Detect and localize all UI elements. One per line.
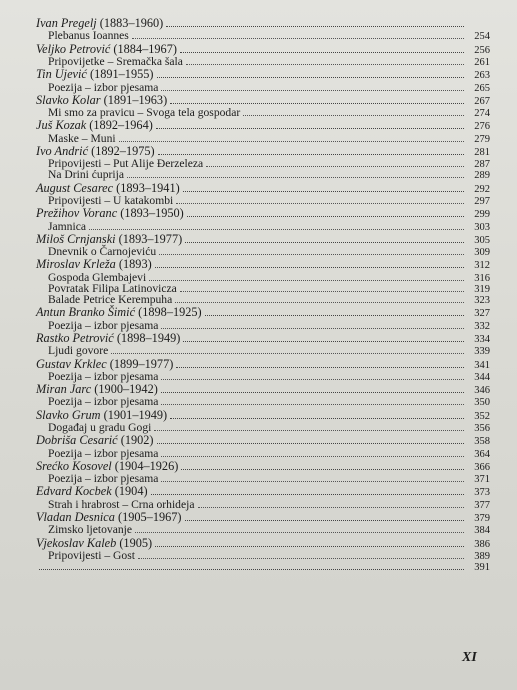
author-entry xyxy=(0,305,517,319)
author-years: (1892–1975) xyxy=(91,143,155,158)
work-entry xyxy=(0,30,517,41)
work-entry xyxy=(0,294,517,305)
author-years: (1891–1955) xyxy=(89,67,154,82)
author-label xyxy=(36,382,158,396)
author-name: August Cesarec xyxy=(36,180,114,195)
author-name: Miroslav Krleža xyxy=(36,257,116,272)
author-name: Prežihov Voranc xyxy=(36,206,118,221)
author-label xyxy=(36,510,182,524)
dot-leader xyxy=(161,456,464,457)
author-years: (1893–1977) xyxy=(118,231,183,246)
page-ref: 332 xyxy=(474,320,490,332)
work-title: Poezija – izbor pjesama xyxy=(48,472,159,486)
work-title: Ljudi govore xyxy=(48,344,109,358)
author-label xyxy=(36,257,152,271)
author-years: (1893–1941) xyxy=(116,180,180,195)
dot-leader xyxy=(161,481,464,482)
page-ref: 261 xyxy=(474,56,490,68)
author-years: (1899–1977) xyxy=(109,356,174,371)
author-name: Miloš Crnjanski xyxy=(36,231,116,246)
dot-leader xyxy=(180,291,464,292)
page-ref: 267 xyxy=(474,95,490,107)
dot-leader xyxy=(183,191,464,192)
page-ref: 274 xyxy=(474,108,490,120)
page-ref: 341 xyxy=(474,359,490,371)
work-entry xyxy=(0,396,517,407)
author-entry xyxy=(0,144,517,158)
work-entry xyxy=(0,422,517,433)
page-ref: 344 xyxy=(474,371,490,383)
author-entry xyxy=(0,206,517,220)
author-entry xyxy=(0,459,517,473)
dot-leader xyxy=(119,141,464,142)
work-entry xyxy=(0,550,517,561)
dot-leader xyxy=(111,353,464,354)
work-title: Poezija – izbor pjesama xyxy=(48,318,159,332)
dot-leader xyxy=(155,546,464,547)
page-ref: 371 xyxy=(474,474,490,486)
page-ref: 323 xyxy=(474,295,490,307)
work-title: Poezija – izbor pjesama xyxy=(48,446,159,460)
work-title: Događaj u gradu Gogi xyxy=(48,421,152,435)
author-name: Dobriša Cesarić xyxy=(36,433,118,448)
dot-leader xyxy=(206,166,464,167)
work-title: Pripovijesti – U katakombi xyxy=(48,194,174,208)
page-ref: 346 xyxy=(474,385,490,397)
page-ref: 265 xyxy=(474,82,490,94)
work-entry xyxy=(0,169,517,180)
page-ref: 312 xyxy=(474,260,490,272)
page-ref: 384 xyxy=(474,525,490,537)
author-label xyxy=(36,459,178,473)
author-label xyxy=(36,357,173,371)
author-name: Ivan Pregelj xyxy=(36,16,97,30)
author-label xyxy=(36,433,154,447)
work-entry xyxy=(0,524,517,535)
author-name: Edvard Kocbek xyxy=(36,484,112,499)
author-label xyxy=(36,305,202,319)
work-title: Poezija – izbor pjesama xyxy=(48,395,159,409)
author-name: Rastko Petrović xyxy=(36,330,114,345)
page-ref: 279 xyxy=(474,133,490,145)
dot-leader xyxy=(138,558,464,559)
author-entry xyxy=(0,561,517,575)
author-label xyxy=(36,144,155,158)
author-entry xyxy=(0,408,517,422)
page-number: XI xyxy=(462,650,477,665)
work-title: Balade Petrice Kerempuha xyxy=(48,293,173,307)
author-entry xyxy=(0,382,517,396)
page-ref: 339 xyxy=(474,346,490,358)
author-label xyxy=(36,67,154,81)
page-ref: 327 xyxy=(474,308,490,320)
page-ref: 281 xyxy=(474,146,490,158)
dot-leader xyxy=(89,229,464,230)
author-name: Ivo Andrić xyxy=(36,143,89,158)
dot-leader xyxy=(161,90,464,91)
page-ref: 364 xyxy=(474,448,490,460)
author-years: (1891–1963) xyxy=(103,92,168,107)
dot-leader xyxy=(180,52,464,53)
page-ref: 373 xyxy=(474,487,490,499)
dot-leader xyxy=(135,532,464,533)
work-entry xyxy=(0,107,517,118)
author-label xyxy=(36,408,167,422)
work-entry xyxy=(0,473,517,484)
author-entry xyxy=(0,93,517,107)
work-title: Dnevnik o Čarnojeviću xyxy=(48,245,157,259)
dot-leader xyxy=(149,280,464,281)
author-years: (1898–1925) xyxy=(138,305,202,320)
page-ref: 297 xyxy=(474,196,490,208)
work-title: Mi smo za pravicu – Svoga tela gospodar xyxy=(48,106,241,120)
work-entry xyxy=(0,133,517,144)
dot-leader xyxy=(181,469,464,470)
author-entry xyxy=(0,510,517,524)
page-ref: 391 xyxy=(474,562,490,574)
dot-leader xyxy=(187,216,464,217)
author-years: (1904–1926) xyxy=(114,458,179,473)
author-entry xyxy=(0,118,517,132)
page-ref: 358 xyxy=(474,436,490,448)
author-entry xyxy=(0,16,517,30)
work-title: Poezija – izbor pjesama xyxy=(48,369,159,383)
work-entry xyxy=(0,221,517,232)
author-label xyxy=(36,484,148,498)
page-ref: 289 xyxy=(474,170,490,182)
dot-leader xyxy=(157,77,465,78)
author-entry xyxy=(0,42,517,56)
dot-leader xyxy=(151,494,464,495)
work-title: Plebanus Ioannes xyxy=(48,29,129,43)
work-title: Pripovijesti – Gost xyxy=(48,548,135,562)
work-title: Zimsko ljetovanje xyxy=(48,523,133,537)
work-title: Strah i hrabrost – Crna orhideja xyxy=(48,497,195,511)
dot-leader xyxy=(161,404,464,405)
author-entry xyxy=(0,331,517,345)
work-entry xyxy=(0,499,517,510)
author-name: Vladan Desnica xyxy=(36,509,115,524)
dot-leader xyxy=(156,128,464,129)
page-ref: 377 xyxy=(474,499,490,511)
author-name: Miran Jarc xyxy=(36,382,92,397)
dot-leader xyxy=(161,328,464,329)
page-ref: 356 xyxy=(474,423,490,435)
work-entry xyxy=(0,371,517,382)
dot-leader xyxy=(243,115,464,116)
author-label xyxy=(36,118,153,132)
page-ref: 366 xyxy=(474,461,490,473)
author-label xyxy=(36,93,167,107)
author-entry xyxy=(0,433,517,447)
author-years: (1905) xyxy=(119,535,153,550)
author-years: (1884–1967) xyxy=(113,41,177,56)
page-ref: 256 xyxy=(474,44,490,56)
author-name: Gustav Krklec xyxy=(36,356,107,371)
page-ref: 389 xyxy=(474,550,490,562)
page-ref: 263 xyxy=(474,70,490,82)
work-entry xyxy=(0,320,517,331)
page-ref: 386 xyxy=(474,538,490,550)
work-title: Poezija – izbor pjesama xyxy=(48,80,159,94)
dot-leader xyxy=(39,569,464,570)
author-label xyxy=(36,206,184,220)
author-label xyxy=(36,42,177,56)
author-label xyxy=(36,536,152,550)
dot-leader xyxy=(176,203,464,204)
work-entry xyxy=(0,345,517,356)
work-title: Pripovijesti – Put Alije Đerzeleza xyxy=(48,157,204,171)
dot-leader xyxy=(161,379,464,380)
author-entry xyxy=(0,67,517,81)
author-entry xyxy=(0,484,517,498)
author-years: (1905–1967) xyxy=(117,509,182,524)
dot-leader xyxy=(175,302,464,303)
dot-leader xyxy=(157,443,464,444)
author-label xyxy=(36,16,163,30)
work-title: Gospoda Glembajevi xyxy=(48,270,147,284)
dot-leader xyxy=(161,392,464,393)
dot-leader xyxy=(185,520,464,521)
author-years: (1901–1949) xyxy=(103,407,168,422)
work-entry xyxy=(0,195,517,206)
author-name: Vjekoslav Kaleb xyxy=(36,535,117,550)
dot-leader xyxy=(198,507,465,508)
author-name: Antun Branko Šimić xyxy=(36,305,136,320)
dot-leader xyxy=(176,367,464,368)
dot-leader xyxy=(205,315,464,316)
page-ref: 334 xyxy=(474,333,490,345)
author-years: (1902) xyxy=(120,433,154,448)
page-ref: 292 xyxy=(474,183,490,195)
author-name: Juš Kozak xyxy=(36,118,87,133)
author-years: (1900–1942) xyxy=(94,382,158,397)
author-name: Veljko Petrović xyxy=(36,41,111,56)
work-title: Pripovijetke – Sremačka šala xyxy=(48,54,183,68)
dot-leader xyxy=(154,430,464,431)
author-label xyxy=(36,181,180,195)
page-ref: 299 xyxy=(474,209,490,221)
dot-leader xyxy=(132,38,464,39)
author-years: (1883–1960) xyxy=(99,16,164,30)
dot-leader xyxy=(127,177,464,178)
dot-leader xyxy=(170,418,464,419)
work-entry xyxy=(0,56,517,67)
work-entry xyxy=(0,246,517,257)
work-entry xyxy=(0,82,517,93)
work-title: Na Drini ćuprija xyxy=(48,168,124,182)
dot-leader xyxy=(166,26,464,27)
author-years: (1893) xyxy=(118,257,152,272)
work-title: Jamnica xyxy=(48,219,86,233)
work-entry xyxy=(0,448,517,459)
dot-leader xyxy=(183,341,464,342)
dot-leader xyxy=(186,64,464,65)
page-ref: 303 xyxy=(474,221,490,233)
page-ref: 352 xyxy=(474,410,490,422)
dot-leader xyxy=(170,103,464,104)
page-ref: 276 xyxy=(474,121,490,133)
author-years: (1904) xyxy=(114,484,148,499)
page-ref: 309 xyxy=(474,247,490,259)
author-name: Slavko Kolar xyxy=(36,92,101,107)
page-ref: 287 xyxy=(474,159,490,171)
page-ref: 316 xyxy=(474,272,490,284)
dot-leader xyxy=(158,154,464,155)
dot-leader xyxy=(185,242,464,243)
author-label xyxy=(36,331,180,345)
author-years: (1898–1949) xyxy=(116,330,181,345)
author-years: (1893–1950) xyxy=(120,206,184,221)
dot-leader xyxy=(159,254,464,255)
page-ref: 305 xyxy=(474,234,490,246)
work-title: Maske – Muni xyxy=(48,131,116,145)
author-entry xyxy=(0,536,517,550)
author-years: (1892–1964) xyxy=(89,118,153,133)
page-ref: 350 xyxy=(474,397,490,409)
page-ref: 319 xyxy=(474,283,490,295)
dot-leader xyxy=(155,267,464,268)
page-ref: 379 xyxy=(474,512,490,524)
author-entry xyxy=(0,357,517,371)
author-entry xyxy=(0,257,517,271)
table-of-contents xyxy=(0,16,517,576)
author-name: Tin Ujević xyxy=(36,67,87,82)
work-title: Povratak Filipa Latinovicza xyxy=(48,281,177,295)
author-entry xyxy=(0,181,517,195)
author-name: Srećko Kosovel xyxy=(36,458,112,473)
author-name: Slavko Grum xyxy=(36,407,101,422)
page-ref: 254 xyxy=(474,31,490,43)
